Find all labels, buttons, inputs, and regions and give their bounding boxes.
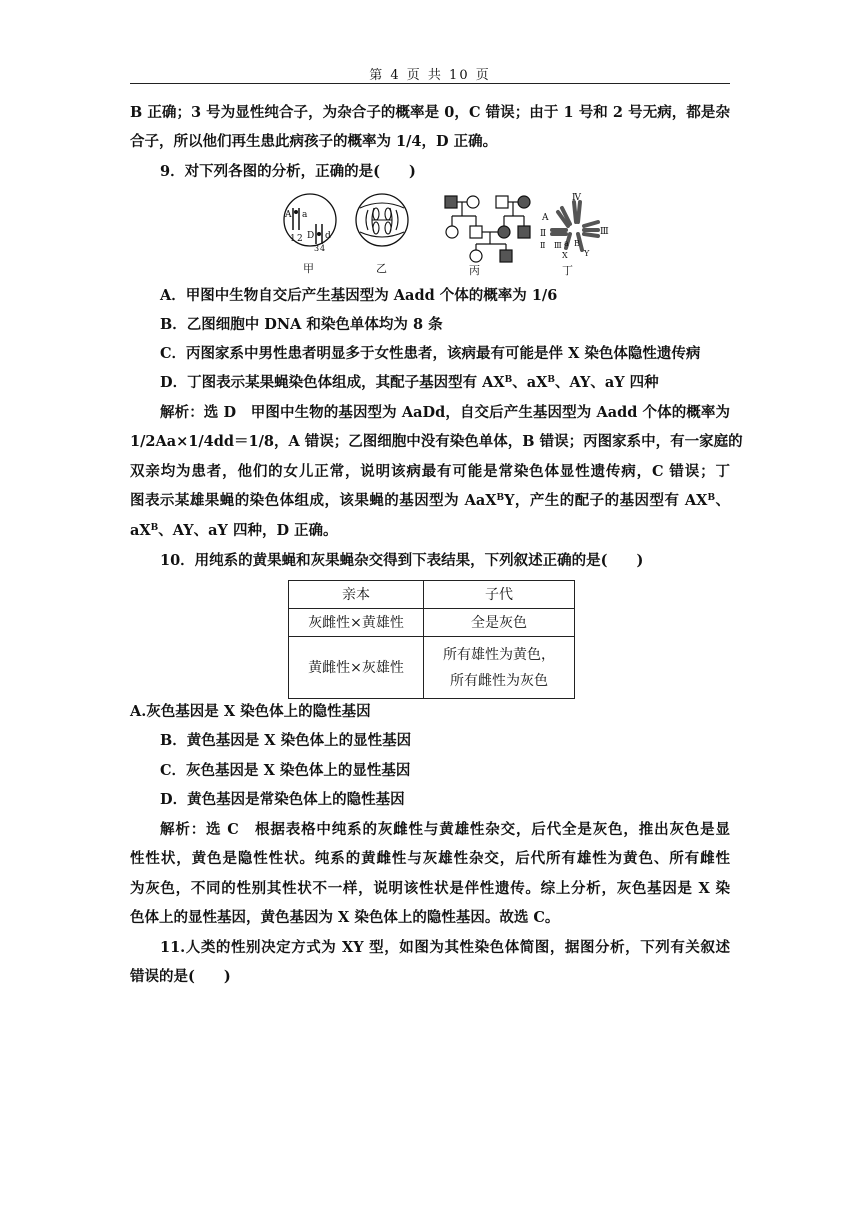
jia-label-4: 4 <box>320 244 326 253</box>
figure-jia <box>284 194 336 275</box>
question-10-analysis-3: 为灰色，不同的性别其性状不一样，说明该性状是伴性遗传。综上分析，灰色基因是 X 染 <box>130 880 730 897</box>
figure-label-jia: 甲 <box>303 262 314 275</box>
question-9-figures <box>276 190 609 278</box>
table-cell: 灰雌性×黄雄性 <box>289 609 424 637</box>
header-rule <box>130 83 730 84</box>
ding-label-a: a <box>564 239 569 248</box>
prev-analysis-line-2: 合子，所以他们再生患此病孩子的概率为 1/4，D 正确。 <box>130 133 498 150</box>
question-11-stem-1: 11.人类的性别决定方式为 XY 型，如图为其性染色体简图，据图分析，下列有关叙述 <box>160 939 730 956</box>
question-10-analysis-2: 性性状，黄色是隐性性状。纯系的黄雌性与灰雄性杂交，后代所有雄性为黄色、所有雌性 <box>130 850 730 867</box>
question-11-stem-2: 错误的是( ) <box>130 968 231 985</box>
question-10-analysis-4: 色体上的显性基因，黄色基因为 X 染色体上的隐性基因。故选 C。 <box>130 909 560 926</box>
ding-label-A: A <box>542 213 549 223</box>
ding-label-B: B <box>574 239 580 248</box>
question-9-option-c: C．丙图家系中男性患者明显多于女性患者，该病最有可能是伴 X 染色体隐性遗传病 <box>160 345 701 362</box>
jia-label-D: D <box>307 231 315 241</box>
jia-label-2: 2 <box>297 234 303 244</box>
figure-yi <box>356 194 408 246</box>
question-9-analysis-3: 双亲均为患者，他们的女儿正常，说明该病最有可能是常染色体显性遗传病，C 错误；丁 <box>130 463 730 480</box>
figure-ding <box>540 193 609 260</box>
jia-label-3: 3 <box>314 244 320 253</box>
question-10-option-d: D．黄色基因是常染色体上的隐性基因 <box>160 791 405 808</box>
ding-label-ii-left: Ⅱ <box>540 229 547 239</box>
jia-label-1: 1 <box>290 234 296 244</box>
question-10-option-a: A.灰色基因是 X 染色体上的隐性基因 <box>130 703 371 720</box>
question-9-option-d: D．丁图表示某果蝇染色体组成，其配子基因型有 $AX^B$、$aX^B$、AY、aY 四种 <box>160 374 659 391</box>
question-9-stem: 9．对下列各图的分析，正确的是( ) <box>160 163 416 180</box>
table-header-parent: 亲本 <box>289 581 424 609</box>
question-9-analysis-5: $aX^B$、AY、aY 四种，D 正确。 <box>130 522 338 539</box>
figure-bing <box>445 196 530 262</box>
question-10-stem: 10．用纯系的黄果蝇和灰果蝇杂交得到下表结果，下列叙述正确的是( ) <box>160 552 644 569</box>
question-10-table <box>288 580 575 699</box>
question-9-analysis-1: 解析：选 D 甲图中生物的基因型为 AaDd，自交后产生基因型为 Aadd 个体的概率为 <box>160 404 730 421</box>
question-9-analysis-4: 图表示某雄果蝇的染色体组成，该果蝇的基因型为 AaX$^B$Y，产生的配子的基因型有 $AX^B$、 <box>130 492 731 509</box>
table-header-offspring: 子代 <box>424 581 575 609</box>
question-10-option-c: C．灰色基因是 X 染色体上的显性基因 <box>160 762 411 779</box>
ding-label-iii-low: Ⅲ <box>554 241 562 250</box>
figure-label-ding: 丁 <box>562 264 573 277</box>
jia-label-a: a <box>302 210 308 220</box>
figure-label-bing: 丙 <box>469 264 480 277</box>
question-9-option-a: A．甲图中生物自交后产生基因型为 Aadd 个体的概率为 1/6 <box>160 287 558 304</box>
ding-label-X: X <box>562 251 568 260</box>
table-cell-multiline: 所有雄性为黄色， 所有雌性为灰色 <box>424 637 575 699</box>
table-cell: 全是灰色 <box>424 609 575 637</box>
question-10-analysis-1: 解析：选 C 根据表格中纯系的灰雌性与黄雄性杂交，后代全是灰色，推出灰色是显 <box>160 821 730 838</box>
jia-label-A: A <box>285 210 292 220</box>
prev-analysis-line-1: B 正确；3 号为显性纯合子，为杂合子的概率是 0，C 错误；由于 1 号和 2 号无病，都是杂 <box>130 104 730 121</box>
ding-label-iii-right: Ⅲ <box>600 227 609 237</box>
figure-label-yi: 乙 <box>376 262 387 275</box>
question-9-analysis-2: 1/2Aa×1/4dd＝1/8，A 错误；乙图细胞中没有染色单体，B 错误；丙图家系中，有一家庭的 <box>130 433 743 450</box>
table-cell: 黄雌性×灰雄性 <box>289 637 424 699</box>
ding-label-Y: Y <box>584 249 590 258</box>
jia-label-d: d <box>325 231 331 241</box>
ding-label-iv: Ⅳ <box>572 193 581 203</box>
ding-label-ii-low: Ⅱ <box>540 241 546 250</box>
question-10-option-b: B．黄色基因是 X 染色体上的显性基因 <box>160 732 412 749</box>
question-9-option-b: B．乙图细胞中 DNA 和染色单体均为 8 条 <box>160 316 443 333</box>
page-header: 第 4 页 共 10 页 <box>369 68 491 83</box>
